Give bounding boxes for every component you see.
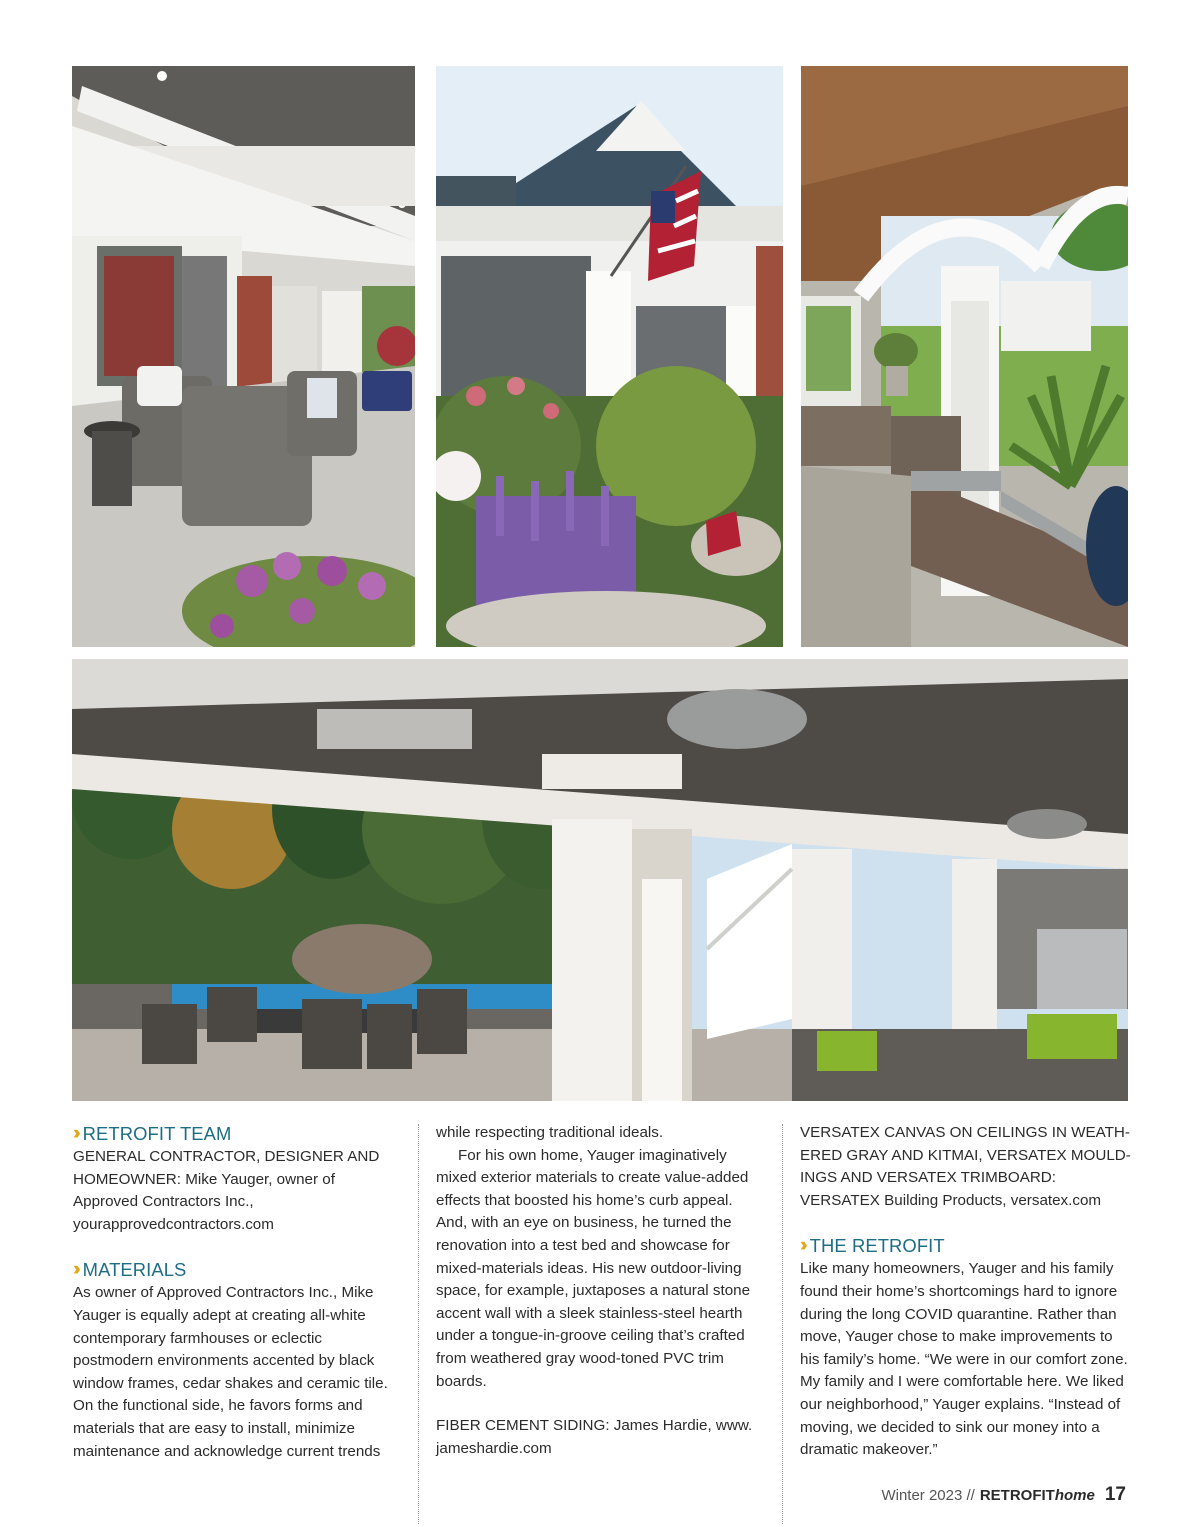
- heading-label: MATERIALS: [82, 1259, 187, 1281]
- chevron-icon: ››: [800, 1235, 803, 1257]
- chevron-icon: ››: [73, 1259, 76, 1281]
- photo-side-porch: [801, 66, 1128, 647]
- magazine-name: [980, 1487, 1095, 1504]
- the-retrofit-heading: [800, 1234, 1132, 1258]
- column-divider: [782, 1124, 783, 1524]
- materials-body-continued: while respecting traditional ideals.: [436, 1124, 664, 1141]
- photo-covered-porch: [72, 66, 415, 647]
- siding-credit: FIBER CEMENT SIDING: James Hardie, www. jameshardie.com: [436, 1417, 753, 1457]
- heading-label: THE RETROFIT: [809, 1235, 945, 1257]
- materials-paragraph: For his own home, Yauger imaginatively mixed exterior materials to create value-added effects that boosted his home’s curb appeal. And, with an eye on business, he turned the renovation into a test bed and showcase for mixed-materials ideas. His new outdoor-living space, for example, juxtaposes a natural stone accent wall with a sleek stainless-steel hearth under a tongue-in-groove ceiling that’s crafted from weathered gray wood-toned PVC trim boards.: [436, 1146, 751, 1390]
- issue-label: Winter 2023 //: [881, 1487, 975, 1504]
- page-number: 17: [1104, 1484, 1126, 1505]
- column-divider: [418, 1124, 419, 1524]
- photo-house-front: [436, 66, 783, 647]
- photo-outdoor-living: [72, 659, 1128, 1101]
- text-column-2: [436, 1122, 766, 1460]
- materials-body: As owner of Approved Contractors Inc., Mike Yauger is equally adept at creating all-white contemporary farmhouses or eclectic postmodern environments accented by black window frames, cedar shakes and ceramic tile. On the functional side, he favors forms and materials that are easy to install, minimize maintenance and acknowledge current trends: [73, 1284, 388, 1460]
- magazine-name-italic: home: [1054, 1487, 1095, 1504]
- text-column-1: [73, 1122, 395, 1463]
- page-footer: [881, 1484, 1126, 1506]
- heading-label: RETROFIT TEAM: [82, 1123, 232, 1144]
- text-column-3: [800, 1122, 1132, 1462]
- retrofit-team-heading: [73, 1122, 395, 1146]
- retrofit-team-body: GENERAL CONTRACTOR, DESIGNER AND HOMEOWNER: Mike Yauger, owner of Approved Contractors Inc., yourapprovedcontractors.com: [73, 1148, 380, 1233]
- versatex-credit: VERSATEX CANVAS ON CEILINGS IN WEATH-ERED GRAY AND KITMAI, VERSATEX MOULD-INGS AND VERSATEX TRIMBOARD: VERSATEX Building Products, versatex.com: [800, 1124, 1131, 1209]
- magazine-name-bold: RETROFIT: [979, 1487, 1055, 1504]
- chevron-icon: ››: [73, 1123, 76, 1144]
- materials-heading: [73, 1258, 395, 1282]
- the-retrofit-body: Like many homeowners, Yauger and his family found their home’s shortcomings hard to ignore during the long COVID quarantine. Rather than move, Yauger chose to make improvements to his family’s home. “We were in our comfort zone. My family and I were comfortable here. We liked our neighborhood,” Yauger explains. “Instead of moving, we decided to sink our money into a dramatic makeover.”: [800, 1260, 1128, 1459]
